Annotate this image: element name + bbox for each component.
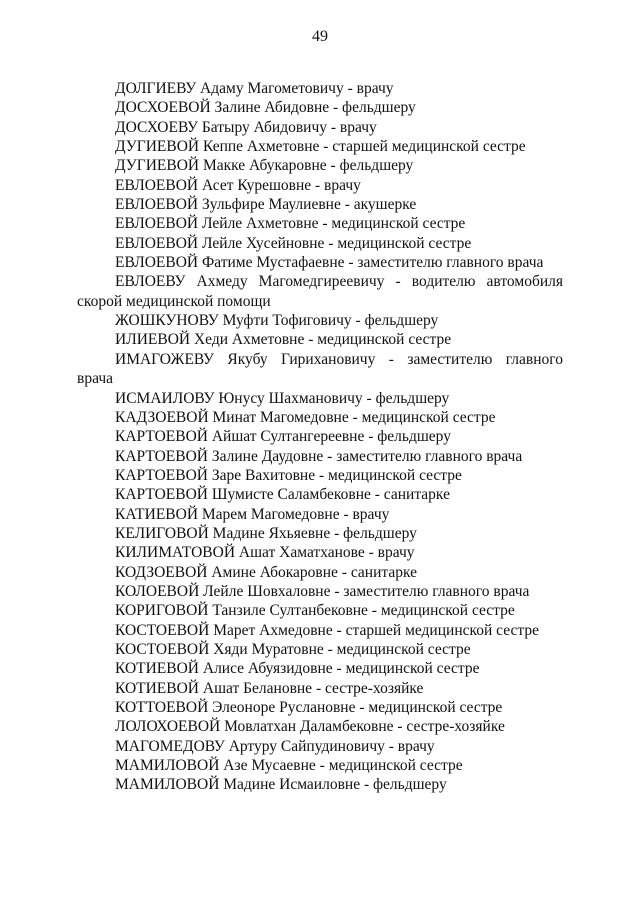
list-item: КОДЗОЕВОЙ Амине Абокаровне - санитарке: [115, 563, 417, 581]
list-item: КАРТОЕВОЙ Заре Вахитовне - медицинской сестре: [115, 466, 462, 484]
awardee-list: [77, 79, 563, 795]
list-item: [77, 272, 563, 311]
list-item: КОТИЕВОЙ Алисе Абуязидовне - медицинской сестре: [115, 660, 480, 678]
list-item: МАМИЛОВОЙ Азе Мусаевне - медицинской сестре: [115, 757, 463, 775]
list-item: КЕЛИГОВОЙ Мадине Яхьяевне - фельдшеру: [115, 524, 417, 542]
list-item: ДОСХОЕВУ Батыру Абидовичу - врачу: [115, 118, 377, 136]
list-item-line: ЕВЛОЕВУ Ахмеду Магомедгиреевичу - водителю автомобиля: [115, 273, 563, 291]
list-item: КАРТОЕВОЙ Айшат Султангереевне - фельдшеру: [115, 428, 451, 446]
list-item: ИСМАИЛОВУ Юнусу Шахмановичу - фельдшеру: [115, 389, 450, 407]
list-item: ИЛИЕВОЙ Хеди Ахметовне - медицинской сестре: [115, 331, 452, 349]
list-item: ЕВЛОЕВОЙ Фатиме Мустафаевне - заместителю главного врача: [115, 254, 544, 272]
list-item: ЖОШКУНОВУ Муфти Тофиговичу - фельдшеру: [115, 312, 439, 330]
list-item-line: ИМАГОЖЕВУ Якубу Гирихановичу - заместителю главного: [115, 350, 563, 368]
list-item: КОТИЕВОЙ Ашат Белановне - сестре-хозяйке: [115, 679, 424, 697]
list-item: ДУГИЕВОЙ Кеппе Ахметовне - старшей медицинской сестре: [115, 138, 526, 156]
list-item: ДОСХОЕВОЙ Залине Абидовне - фельдшеру: [115, 99, 416, 117]
list-item: МАМИЛОВОЙ Мадине Исмаиловне - фельдшеру: [115, 776, 447, 794]
list-item: ЕВЛОЕВОЙ Асет Курешовне - врачу: [115, 176, 361, 194]
list-item: ЕВЛОЕВОЙ Лейле Ахметовне - медицинской сестре: [115, 215, 466, 233]
page-number: 49: [312, 28, 328, 45]
list-item: ЕВЛОЕВОЙ Зульфире Маулиевне - акушерке: [115, 196, 417, 214]
list-item: КАТИЕВОЙ Марем Магомедовне - врачу: [115, 505, 390, 523]
list-item: ДУГИЕВОЙ Макке Абукаровне - фельдшеру: [115, 157, 414, 175]
list-item: КОСТОЕВОЙ Хяди Муратовне - медицинской сестре: [115, 640, 471, 658]
list-item-continuation: скорой медицинской помощи: [77, 292, 271, 310]
list-item: ЕВЛОЕВОЙ Лейле Хусейновне - медицинской сестре: [115, 234, 472, 252]
list-item: КОСТОЕВОЙ Марет Ахмедовне - старшей медицинской сестре: [115, 621, 539, 639]
list-item-continuation: врача: [77, 370, 114, 388]
list-item: [77, 350, 563, 389]
list-item: КОТТОЕВОЙ Элеоноре Руслановне - медицинской сестре: [115, 699, 503, 716]
list-item: КОРИГОВОЙ Танзиле Султанбековне - медицинской сестре: [115, 602, 515, 620]
list-item: КАРТОЕВОЙ Залине Даудовне - заместителю главного врача: [115, 447, 523, 465]
list-item: ДОЛГИЕВУ Адаму Магометовичу - врачу: [115, 80, 394, 97]
list-item: КИЛИМАТОВОЙ Ашат Хаматханове - врачу: [115, 544, 415, 562]
list-item: ЛОЛОХОЕВОЙ Мовлатхан Даламбековне - сестре-хозяйке: [115, 718, 505, 736]
list-item: МАГОМЕДОВУ Артуру Сайпудиновичу - врачу: [115, 737, 435, 755]
list-item: КАДЗОЕВОЙ Минат Магомедовне - медицинской сестре: [115, 408, 496, 426]
list-item: КАРТОЕВОЙ Шумисте Саламбековне - санитарке: [115, 486, 450, 504]
list-item: КОЛОЕВОЙ Лейле Шовхаловне - заместителю главного врача: [115, 582, 530, 600]
